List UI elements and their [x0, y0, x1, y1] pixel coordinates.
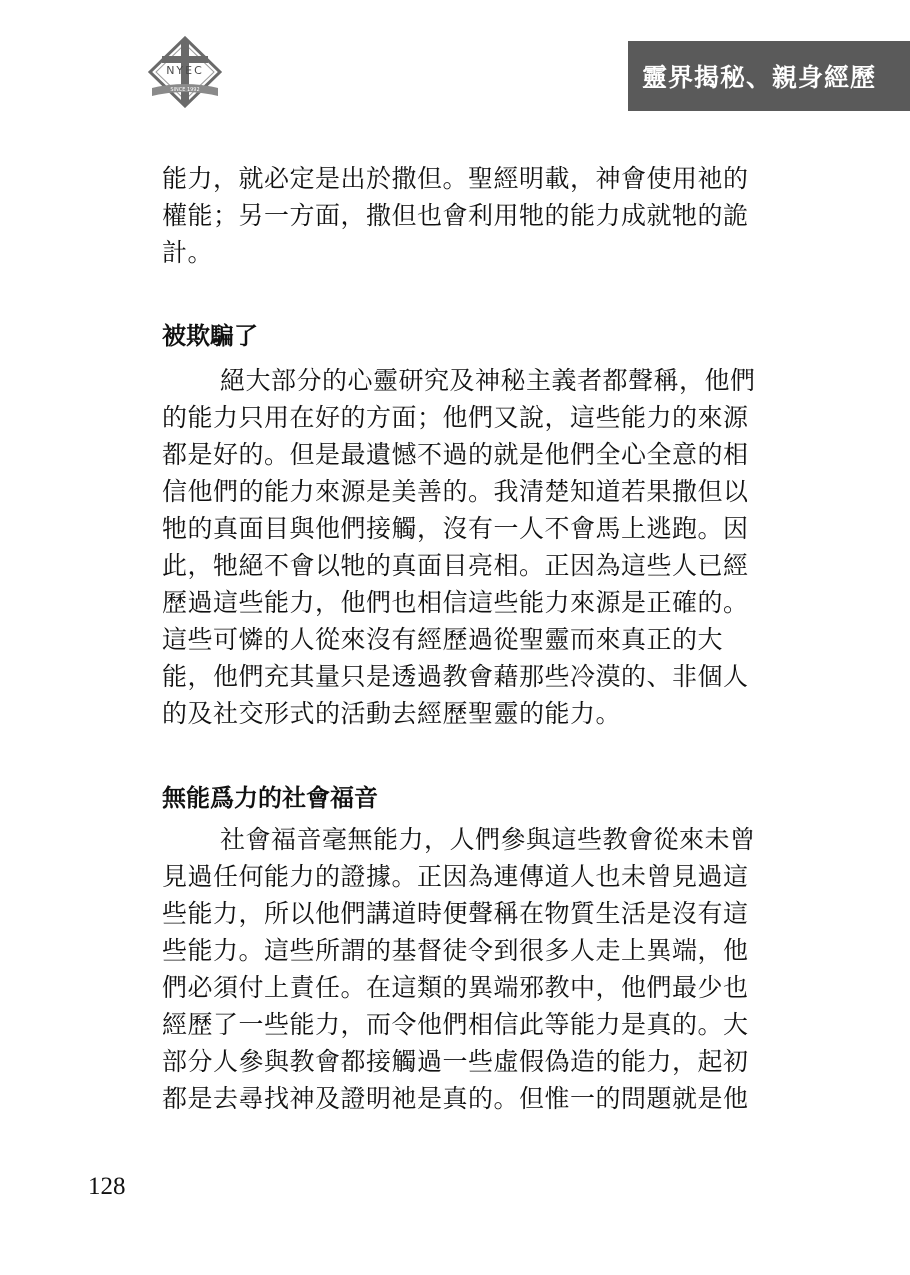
text-line: 見過任何能力的證據。正因為連傳道人也未曾見過這: [162, 862, 749, 891]
text-line: 歷過這些能力，他們也相信這些能力來源是正確的。: [162, 588, 749, 617]
logo-since: SINCE 1992: [170, 87, 200, 93]
section-heading: 被欺騙了: [162, 322, 258, 350]
text-line: 牠的真面目與他們接觸，沒有一人不會馬上逃跑。因: [162, 514, 749, 543]
text-line: 們必須付上責任。在這類的異端邪教中，他們最少也: [162, 973, 749, 1002]
text-line: 絕大部分的心靈研究及神秘主義者都聲稱，他們: [220, 366, 756, 395]
text-line: 能，他們充其量只是透過教會藉那些冷漠的、非個人: [162, 662, 749, 691]
chapter-title: 靈界揭秘、親身經歷: [642, 63, 877, 92]
text-line: 部分人參與教會都接觸過一些虛假偽造的能力，起初: [162, 1047, 749, 1076]
text-line: 這些可憐的人從來沒有經歷過從聖靈而來真正的大: [162, 625, 724, 654]
text-line: 此，牠絕不會以牠的真面目亮相。正因為這些人已經: [162, 551, 749, 580]
text-line: 經歷了一些能力，而令他們相信此等能力是真的。大: [162, 1010, 749, 1039]
text-line: 都是好的。但是最遺憾不過的就是他們全心全意的相: [162, 440, 749, 469]
text-line: 信他們的能力來源是美善的。我清楚知道若果撒但以: [162, 477, 749, 506]
text-line: 些能力，所以他們講道時便聲稱在物質生活是沒有這: [162, 899, 749, 928]
text-line: 些能力。這些所謂的基督徒令到很多人走上異端，他: [162, 936, 749, 965]
text-line: 的及社交形式的活動去經歷聖靈的能力。: [162, 699, 622, 728]
page-number: 128: [88, 1173, 126, 1200]
nyec-logo: [148, 36, 222, 108]
text-line: 都是去尋找神及證明祂是真的。但惟一的問題就是他: [162, 1084, 749, 1113]
logo-initials: NYEC: [166, 64, 204, 77]
text-line: 計。: [162, 238, 214, 267]
text-line: 社會福音毫無能力，人們參與這些教會從來未曾: [220, 825, 756, 854]
text-line: 權能；另一方面，撒但也會利用牠的能力成就牠的詭: [162, 201, 749, 230]
section-heading: 無能爲力的社會福音: [162, 784, 378, 812]
text-line: 能力，就必定是出於撒但。聖經明載，神會使用祂的: [162, 164, 749, 193]
chapter-header: [628, 41, 910, 111]
text-line: 的能力只用在好的方面；他們又說，這些能力的來源: [162, 403, 749, 432]
